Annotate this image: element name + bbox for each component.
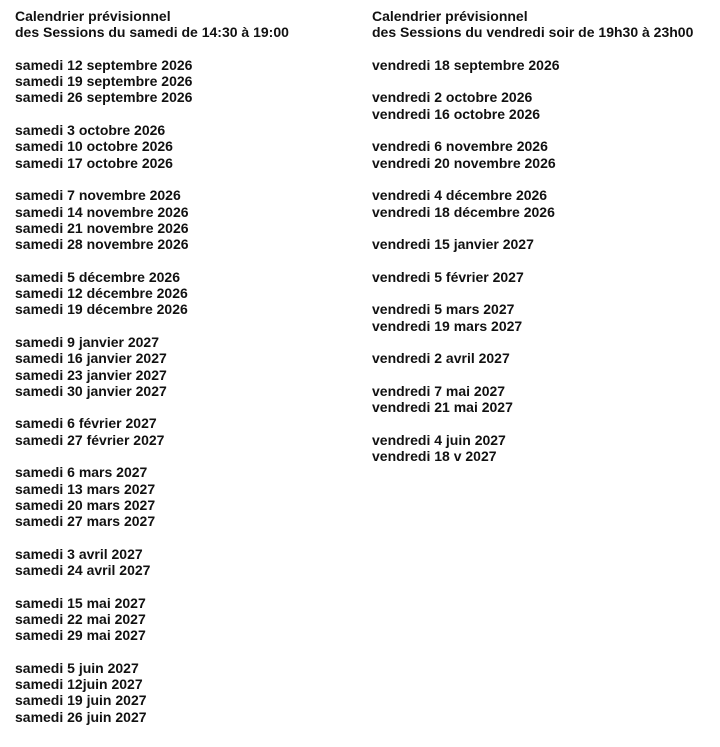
session-date: samedi 26 juin 2027: [15, 708, 147, 725]
month-group: [15, 595, 355, 644]
session-date: samedi 9 janvier 2027: [15, 333, 159, 350]
session-date: samedi 7 novembre 2026: [15, 187, 181, 204]
session-date: samedi 28 novembre 2026: [15, 236, 189, 253]
month-group: [15, 660, 355, 725]
session-date: samedi 19 décembre 2026: [15, 301, 188, 318]
friday-date-groups: [372, 57, 712, 464]
session-date: samedi 20 mars 2027: [15, 496, 156, 513]
session-date: samedi 12juin 2027: [15, 676, 143, 693]
session-date: samedi 10 octobre 2026: [15, 138, 173, 155]
session-date: vendredi 2 avril 2027: [372, 350, 510, 367]
month-group: [372, 89, 712, 122]
session-date: vendredi 21 mai 2027: [372, 399, 513, 416]
session-date: samedi 12 septembre 2026: [15, 56, 193, 73]
session-date: vendredi 6 novembre 2026: [372, 138, 548, 155]
session-date: samedi 15 mai 2027: [15, 594, 146, 611]
session-date: vendredi 5 février 2027: [372, 268, 524, 285]
month-group: [372, 301, 712, 334]
session-date: vendredi 4 juin 2027: [372, 431, 506, 448]
session-date: vendredi 16 octobre 2026: [372, 105, 541, 122]
month-group: [15, 57, 355, 106]
month-group: [15, 464, 355, 529]
month-group: [372, 350, 712, 366]
session-date: samedi 5 juin 2027: [15, 659, 139, 676]
month-group: [372, 269, 712, 285]
saturday-date-groups: [15, 57, 355, 725]
saturday-schedule-column: [15, 8, 355, 741]
month-group: [15, 187, 355, 252]
session-date: vendredi 15 janvier 2027: [372, 236, 534, 253]
month-group: [15, 122, 355, 171]
session-date: samedi 19 septembre 2026: [15, 73, 193, 90]
saturday-title-line-2: des Sessions du samedi de 14:30 à 19:00: [15, 24, 289, 41]
session-date: samedi 14 novembre 2026: [15, 203, 189, 220]
month-group: [15, 415, 355, 448]
session-date: samedi 19 juin 2027: [15, 692, 147, 709]
month-group: [372, 236, 712, 252]
session-date: samedi 16 janvier 2027: [15, 350, 167, 367]
friday-schedule-column: [372, 8, 712, 481]
session-date: samedi 29 mai 2027: [15, 627, 146, 644]
session-date: samedi 26 septembre 2026: [15, 89, 193, 106]
saturday-schedule-heading: [15, 8, 355, 41]
session-date: samedi 21 novembre 2026: [15, 219, 189, 236]
friday-title-line-2: des Sessions du vendredi soir de 19h30 à 23h00: [372, 24, 694, 41]
session-date: samedi 27 février 2027: [15, 431, 165, 448]
session-date: vendredi 18 v 2027: [372, 448, 497, 465]
session-date: samedi 30 janvier 2027: [15, 382, 167, 399]
session-date: vendredi 5 mars 2027: [372, 301, 515, 318]
month-group: [372, 187, 712, 220]
session-date: samedi 12 décembre 2026: [15, 285, 188, 302]
session-date: vendredi 18 septembre 2026: [372, 56, 560, 73]
session-date: vendredi 19 mars 2027: [372, 317, 523, 334]
session-date: samedi 6 février 2027: [15, 415, 157, 432]
month-group: [372, 432, 712, 465]
month-group: [15, 546, 355, 579]
month-group: [15, 334, 355, 399]
session-date: samedi 6 mars 2027: [15, 464, 148, 481]
session-date: samedi 13 mars 2027: [15, 480, 156, 497]
session-date: samedi 22 mai 2027: [15, 610, 146, 627]
session-date: vendredi 20 novembre 2026: [372, 154, 556, 171]
month-group: [15, 269, 355, 318]
session-date: samedi 5 décembre 2026: [15, 268, 180, 285]
session-date: vendredi 7 mai 2027: [372, 382, 506, 399]
month-group: [372, 138, 712, 171]
friday-title-line-1: Calendrier prévisionnel: [372, 8, 528, 24]
session-date: samedi 23 janvier 2027: [15, 366, 167, 383]
saturday-title-line-1: Calendrier prévisionnel: [15, 8, 171, 24]
session-date: samedi 24 avril 2027: [15, 562, 151, 579]
session-date: samedi 3 octobre 2026: [15, 122, 166, 139]
session-date: samedi 27 mars 2027: [15, 513, 156, 530]
session-date: samedi 17 octobre 2026: [15, 154, 173, 171]
session-date: vendredi 18 décembre 2026: [372, 203, 555, 220]
session-date: vendredi 2 octobre 2026: [372, 89, 533, 106]
month-group: [372, 57, 712, 73]
session-date: vendredi 4 décembre 2026: [372, 187, 548, 204]
friday-schedule-heading: [372, 8, 712, 41]
month-group: [372, 383, 712, 416]
session-date: samedi 3 avril 2027: [15, 545, 143, 562]
